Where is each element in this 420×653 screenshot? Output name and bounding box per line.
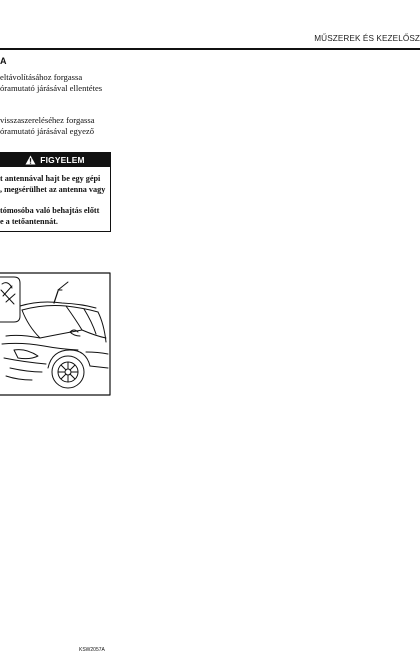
warning-line: t antennával hajt be egy gépi <box>0 174 101 183</box>
page-header-title: MŰSZEREK ÉS KEZELŐSZ <box>314 34 420 43</box>
warning-paragraph <box>0 205 99 227</box>
warning-triangle-icon <box>25 155 36 165</box>
warning-line: e a tetőantennát. <box>0 217 58 226</box>
instruction-line: óramutató járásával ellentétes <box>0 83 103 93</box>
instruction-line: visszaszereléséhez forgassa <box>0 115 95 125</box>
warning-title: FIGYELEM <box>40 155 85 165</box>
removal-instruction <box>0 72 102 94</box>
instruction-line: eltávolításához forgassa <box>0 72 83 82</box>
header-divider <box>0 48 420 50</box>
warning-header <box>0 153 110 167</box>
warning-line: , megsérülhet az antenna vagy <box>0 185 106 194</box>
figure-code: KSW2057A <box>79 647 105 653</box>
warning-box <box>0 152 111 232</box>
warning-paragraph <box>0 173 105 195</box>
section-label: A <box>0 56 7 66</box>
warning-line: tómosóba való behajtás előtt <box>0 206 100 215</box>
instruction-line: óramutató járásával egyező <box>0 126 95 136</box>
antenna-illustration <box>0 272 111 653</box>
refit-instruction <box>0 115 95 137</box>
car-antenna-drawing <box>0 272 111 396</box>
